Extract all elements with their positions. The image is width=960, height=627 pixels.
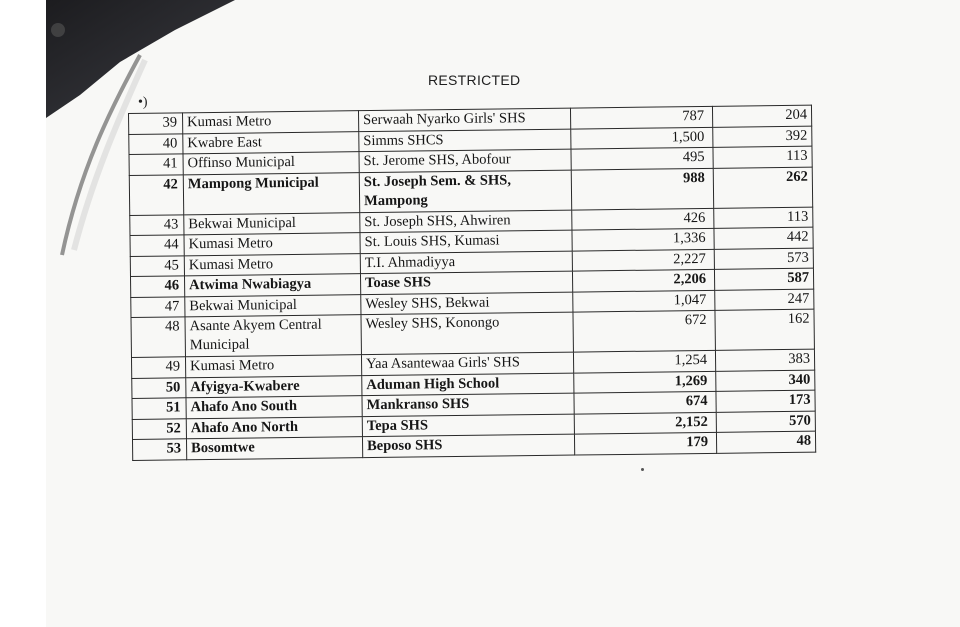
row-number: 51	[132, 398, 186, 419]
row-number: 50	[132, 377, 186, 398]
district-cell: Mampong Municipal	[183, 172, 359, 214]
row-number: 49	[131, 357, 185, 378]
school-cell: Serwaah Nyarko Girls' SHS	[358, 108, 570, 131]
district-cell: Ahafo Ano South	[186, 396, 362, 419]
value2-cell: 173	[716, 390, 815, 412]
value1-cell: 426	[572, 208, 714, 230]
district-cell: Bosomtwe	[186, 437, 362, 460]
school-cell: Mankranso SHS	[362, 393, 574, 416]
value2-cell: 162	[715, 309, 814, 350]
row-number: 48	[131, 317, 185, 358]
district-cell: Ahafo Ano North	[186, 416, 362, 439]
value1-cell: 2,206	[572, 269, 714, 291]
district-cell: Bekwai Municipal	[184, 212, 360, 235]
value2-cell: 442	[714, 227, 813, 249]
school-cell: Tepa SHS	[362, 414, 574, 437]
value1-cell: 672	[573, 310, 715, 352]
row-number: 45	[130, 255, 184, 276]
district-cell: Atwima Nwabiagya	[184, 274, 360, 297]
district-cell: Offinso Municipal	[183, 152, 359, 175]
row-number: 40	[129, 133, 183, 154]
value1-cell: 1,500	[571, 127, 713, 149]
value2-cell: 48	[716, 431, 815, 453]
value1-cell: 1,336	[572, 228, 714, 250]
value1-cell: 988	[571, 168, 713, 210]
row-number: 47	[131, 296, 185, 317]
hole-punch-mark: •)	[138, 95, 148, 110]
value1-cell: 2,152	[574, 412, 716, 434]
row-number: 43	[130, 214, 184, 235]
value2-cell: 573	[714, 248, 813, 270]
district-cell: Kwabre East	[183, 131, 359, 154]
school-cell: Beposo SHS	[362, 434, 574, 457]
value1-cell: 674	[574, 391, 716, 413]
row-number: 46	[130, 276, 184, 297]
row-number: 44	[130, 235, 184, 256]
value2-cell: 262	[713, 167, 812, 208]
school-cell: St. Jerome SHS, Abofour	[359, 149, 571, 172]
district-cell: Kumasi Metro	[183, 111, 359, 134]
row-number: 52	[132, 418, 186, 439]
restricted-heading: RESTRICTED	[428, 72, 521, 88]
table-body	[129, 105, 816, 460]
value1-cell: 179	[574, 432, 716, 454]
value1-cell: 495	[571, 147, 713, 169]
value2-cell: 587	[714, 268, 813, 290]
school-cell: Yaa Asantewaa Girls' SHS	[361, 352, 573, 375]
value2-cell: 204	[712, 105, 811, 127]
school-cell: Wesley SHS, Bekwai	[361, 292, 573, 315]
district-cell: Kumasi Metro	[184, 233, 360, 256]
value2-cell: 383	[715, 349, 814, 371]
speck	[641, 468, 644, 471]
row-number: 39	[129, 113, 183, 134]
value2-cell: 570	[716, 411, 815, 433]
school-cell: St. Louis SHS, Kumasi	[360, 230, 572, 253]
district-cell: Asante Akyem Central Municipal	[185, 315, 361, 357]
school-cell: T.I. Ahmadiyya	[360, 251, 572, 274]
school-cell: Aduman High School	[362, 373, 574, 396]
schools-table	[128, 105, 816, 461]
school-cell: Simms SHCS	[359, 129, 571, 152]
school-cell: St. Joseph SHS, Ahwiren	[360, 210, 572, 233]
value2-cell: 247	[715, 289, 814, 311]
value2-cell: 340	[716, 370, 815, 392]
value1-cell: 1,254	[573, 350, 715, 372]
value2-cell: 392	[713, 126, 812, 148]
value2-cell: 113	[714, 207, 813, 229]
row-number: 53	[132, 439, 186, 460]
value2-cell: 113	[713, 146, 812, 168]
district-cell: Bekwai Municipal	[185, 294, 361, 317]
row-number: 41	[129, 154, 183, 175]
value1-cell: 787	[570, 106, 712, 128]
value1-cell: 2,227	[572, 249, 714, 271]
district-cell: Kumasi Metro	[185, 355, 361, 378]
value1-cell: 1,269	[574, 371, 716, 393]
school-cell: Toase SHS	[360, 271, 572, 294]
row-number: 42	[129, 174, 183, 215]
school-cell: St. Joseph Sem. & SHS, Mampong	[359, 170, 571, 213]
district-cell: Afyigya-Kwabere	[186, 375, 362, 398]
district-cell: Kumasi Metro	[184, 253, 360, 276]
school-cell: Wesley SHS, Konongo	[361, 312, 573, 355]
value1-cell: 1,047	[573, 290, 715, 312]
